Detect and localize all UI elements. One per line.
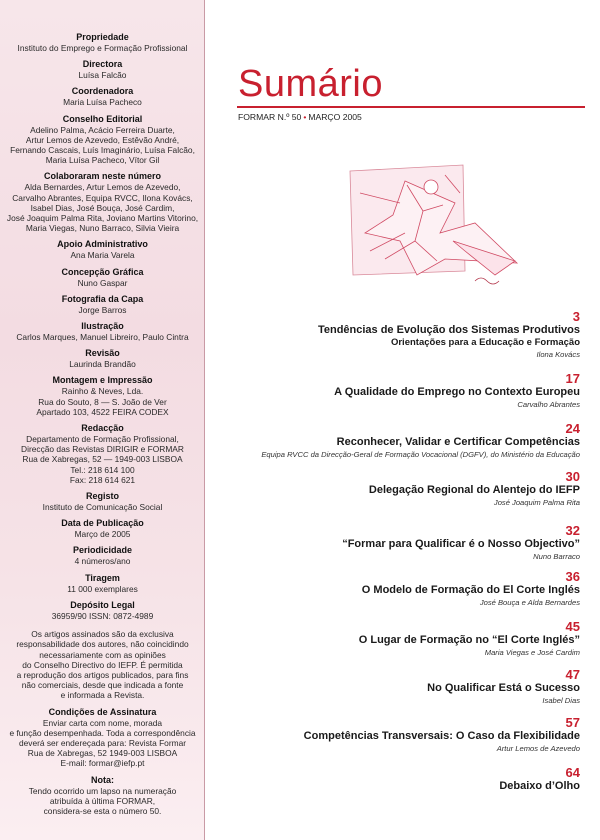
disclaimer bbox=[0, 627, 205, 700]
toc-page-number: 30 bbox=[565, 469, 580, 484]
masthead-section bbox=[0, 32, 205, 53]
masthead-section bbox=[0, 573, 205, 594]
disclaimer-line: a reprodução dos artigos publicados, para fins bbox=[16, 669, 189, 680]
toc-entry[interactable] bbox=[230, 766, 580, 793]
note-line: atribuída à última FORMAR, bbox=[49, 795, 156, 806]
masthead-section bbox=[0, 171, 205, 233]
masthead-heading: Fotografia da Capa bbox=[61, 293, 144, 304]
toc-page-number: 47 bbox=[565, 667, 580, 682]
toc-page-number: 24 bbox=[565, 421, 580, 436]
masthead-line: Instituto do Emprego e Formação Profissional bbox=[17, 43, 188, 53]
masthead-section bbox=[0, 86, 205, 107]
toc-title: O Lugar de Formação no “El Corte Inglés” bbox=[358, 634, 580, 646]
toc-title: Delegação Regional do Alentejo do IEFP bbox=[368, 484, 580, 496]
toc-page-number: 57 bbox=[565, 715, 580, 730]
disclaimer-line: do Conselho Directivo do IEFP. É permitida bbox=[22, 659, 183, 670]
masthead-heading: Depósito Legal bbox=[70, 599, 135, 610]
masthead-section bbox=[0, 518, 205, 539]
masthead-heading: Conselho Editorial bbox=[62, 113, 143, 124]
toc-entry[interactable] bbox=[230, 716, 580, 754]
masthead-section bbox=[0, 294, 205, 315]
toc-page-number: 3 bbox=[572, 309, 580, 324]
toc-author: Nuno Barraco bbox=[533, 552, 580, 561]
masthead-heading: Ilustração bbox=[81, 321, 124, 332]
masthead-section bbox=[0, 600, 205, 621]
toc-title: No Qualificar Está o Sucesso bbox=[427, 682, 580, 694]
toc-title: “Formar para Qualificar é o Nosso Objectivo” bbox=[342, 538, 580, 550]
toc-author: Carvalho Abrantes bbox=[517, 400, 580, 409]
masthead-line: Instituto de Comunicação Social bbox=[42, 502, 163, 513]
contents-page bbox=[205, 0, 600, 840]
toc-author: Maria Viegas e José Cardim bbox=[484, 648, 580, 657]
masthead-line: Fernando Cascais, Luís Imaginário, Luísa Falcão, bbox=[10, 145, 195, 156]
masthead-heading: Data de Publicação bbox=[61, 518, 144, 529]
masthead-line: José Joaquim Palma Rita, Joviano Martins Vitorino, bbox=[6, 213, 199, 224]
masthead-line: Artur Lemos de Azevedo, Estêvão André, bbox=[25, 134, 180, 145]
issue-number: FORMAR N.º 50 bbox=[238, 112, 302, 122]
issue-date: MARÇO 2005 bbox=[308, 112, 362, 122]
toc-title: A Qualidade do Emprego no Contexto Europeu bbox=[334, 386, 580, 398]
disclaimer-line: não comerciais, desde que indicada a fonte bbox=[21, 680, 184, 691]
disclaimer-line: Os artigos assinados são da exclusiva bbox=[31, 629, 174, 640]
masthead-line: Direcção das Revistas DIRIGIR e FORMAR bbox=[21, 444, 184, 455]
masthead-heading: Montagem e Impressão bbox=[52, 375, 153, 386]
masthead-line: Laurinda Brandão bbox=[69, 359, 136, 370]
masthead-heading: Condições de Assinatura bbox=[48, 706, 157, 717]
toc-page-number: 36 bbox=[565, 569, 580, 584]
page-title: Sumário bbox=[238, 63, 383, 105]
toc-page-number: 17 bbox=[565, 371, 580, 386]
masthead-line: Março de 2005 bbox=[74, 529, 131, 540]
masthead-section bbox=[0, 114, 205, 166]
masthead-line: Rua do Souto, 8 — S. João de Ver bbox=[38, 396, 167, 407]
toc-title: Debaixo d’Olho bbox=[499, 780, 580, 792]
masthead-line: 4 números/ano bbox=[74, 556, 131, 567]
toc-author: Equipa RVCC da Direcção-Geral de Formação Vocacional (DGFV), do Ministério da Educação bbox=[261, 450, 580, 459]
toc-entry[interactable] bbox=[230, 668, 580, 706]
masthead-line: Rainho & Neves, Lda. bbox=[61, 386, 144, 397]
masthead-line: Alda Bernardes, Artur Lemos de Azevedo, bbox=[24, 182, 181, 193]
toc-subtitle: Orientações para a Educação e Formação bbox=[390, 337, 580, 348]
toc-title: O Modelo de Formação do El Corte Inglés bbox=[361, 584, 580, 596]
note-line: Tendo ocorrido um lapso na numeração bbox=[28, 785, 177, 796]
masthead-line: Adelino Palma, Acácio Ferreira Duarte, bbox=[30, 124, 175, 135]
masthead-heading: Apoio Administrativo bbox=[57, 239, 148, 250]
toc-title: Tendências de Evolução dos Sistemas Produtivos bbox=[317, 324, 580, 336]
masthead-heading: Redacção bbox=[81, 423, 124, 434]
toc-entry[interactable] bbox=[230, 422, 580, 460]
masthead-line: Luísa Falcão bbox=[78, 70, 127, 81]
note-heading: Nota: bbox=[91, 774, 114, 785]
title-rule bbox=[237, 106, 585, 108]
masthead-line: Maria Luísa Pacheco bbox=[63, 97, 142, 108]
toc-author: Isabel Dias bbox=[542, 696, 580, 705]
toc-page-number: 45 bbox=[565, 619, 580, 634]
toc-author: José Joaquim Palma Rita bbox=[493, 498, 580, 507]
masthead-line: Maria Viegas, Nuno Barraco, Silvia Vieira bbox=[25, 223, 180, 234]
masthead-line: Apartado 103, 4522 FEIRA CODEX bbox=[36, 406, 169, 417]
masthead-section bbox=[0, 239, 205, 260]
toc-entry[interactable] bbox=[230, 470, 580, 508]
toc-author: Artur Lemos de Azevedo bbox=[496, 744, 580, 753]
masthead-section bbox=[0, 348, 205, 369]
issue-line bbox=[238, 112, 362, 122]
note bbox=[0, 775, 205, 817]
masthead-line: Fax: 218 614 621 bbox=[69, 474, 136, 485]
masthead-line: Jorge Barros bbox=[78, 304, 127, 315]
disclaimer-line: responsabilidade dos autores, não coincidindo bbox=[16, 639, 189, 650]
toc-author: José Bouça e Alda Bernardes bbox=[479, 598, 580, 607]
masthead-line: Enviar carta com nome, morada bbox=[42, 717, 163, 728]
masthead-line: deverá ser endereçada para: Revista Formar bbox=[18, 737, 187, 748]
masthead-heading: Registo bbox=[85, 491, 119, 502]
masthead-line: Isabel Dias, José Bouça, José Cardim, bbox=[30, 202, 175, 213]
masthead-heading: Coordenadora bbox=[71, 86, 134, 97]
masthead-heading: Revisão bbox=[85, 348, 120, 359]
toc-entry[interactable] bbox=[230, 570, 580, 608]
masthead-section bbox=[0, 491, 205, 512]
toc-entry[interactable] bbox=[230, 372, 580, 410]
masthead-line: Rua de Xabregas, 52 — 1949-003 LISBOA bbox=[22, 454, 183, 465]
toc-entry[interactable] bbox=[230, 524, 580, 562]
masthead-section bbox=[0, 321, 205, 342]
toc-title: Competências Transversais: O Caso da Flexibilidade bbox=[303, 730, 580, 742]
masthead-line: Carlos Marques, Manuel Libreiro, Paulo Cintra bbox=[16, 332, 189, 343]
masthead-section bbox=[0, 375, 205, 417]
toc-author: Ilona Kovács bbox=[536, 350, 580, 359]
masthead-heading: Colaboraram neste número bbox=[43, 171, 162, 182]
masthead-line: Maria Luísa Pacheco, Vítor Gil bbox=[45, 155, 160, 166]
masthead-line: Carvalho Abrantes, Equipa RVCC, Ilona Kovács, bbox=[12, 192, 193, 203]
sketch-illustration-icon bbox=[345, 163, 525, 291]
disclaimer-line: e informada a Revista. bbox=[60, 690, 145, 701]
toc-entry[interactable] bbox=[230, 620, 580, 658]
toc-page-number: 32 bbox=[565, 523, 580, 538]
toc-entry[interactable] bbox=[230, 310, 580, 360]
masthead-line: e função desempenhada. Toda a correspondência bbox=[9, 727, 196, 738]
masthead-section bbox=[0, 59, 205, 80]
masthead-column bbox=[0, 0, 205, 840]
masthead-line: Nuno Gaspar bbox=[77, 277, 128, 288]
masthead-heading: Concepção Gráfica bbox=[61, 266, 144, 277]
toc-title: Reconhecer, Validar e Certificar Competências bbox=[336, 436, 580, 448]
masthead-line: 11 000 exemplares bbox=[67, 583, 138, 594]
masthead-heading: Propriedade bbox=[76, 32, 129, 42]
masthead-line: Tel.: 218 614 100 bbox=[70, 464, 135, 475]
bullet-separator: • bbox=[303, 112, 307, 122]
masthead-line: E-mail: formar@iefp.pt bbox=[60, 758, 145, 769]
masthead-line: Departamento de Formação Profissional, bbox=[26, 434, 179, 445]
note-line: considera-se esta o número 50. bbox=[43, 805, 162, 816]
masthead-heading: Directora bbox=[82, 59, 123, 70]
masthead-section bbox=[0, 423, 205, 485]
masthead-section bbox=[0, 267, 205, 288]
masthead-heading: Periodicidade bbox=[72, 545, 133, 556]
disclaimer-line: necessariamente com as opiniões bbox=[39, 649, 166, 660]
masthead-line: 36959/90 ISSN: 0872-4989 bbox=[51, 610, 154, 621]
subscription-conditions bbox=[0, 707, 205, 769]
toc-page-number: 64 bbox=[565, 765, 580, 780]
masthead-section bbox=[0, 545, 205, 566]
masthead-heading: Tiragem bbox=[85, 572, 120, 583]
masthead-line: Ana Maria Varela bbox=[70, 250, 135, 261]
masthead-line: Rua de Xabregas, 52 1949-003 LISBOA bbox=[27, 748, 178, 759]
